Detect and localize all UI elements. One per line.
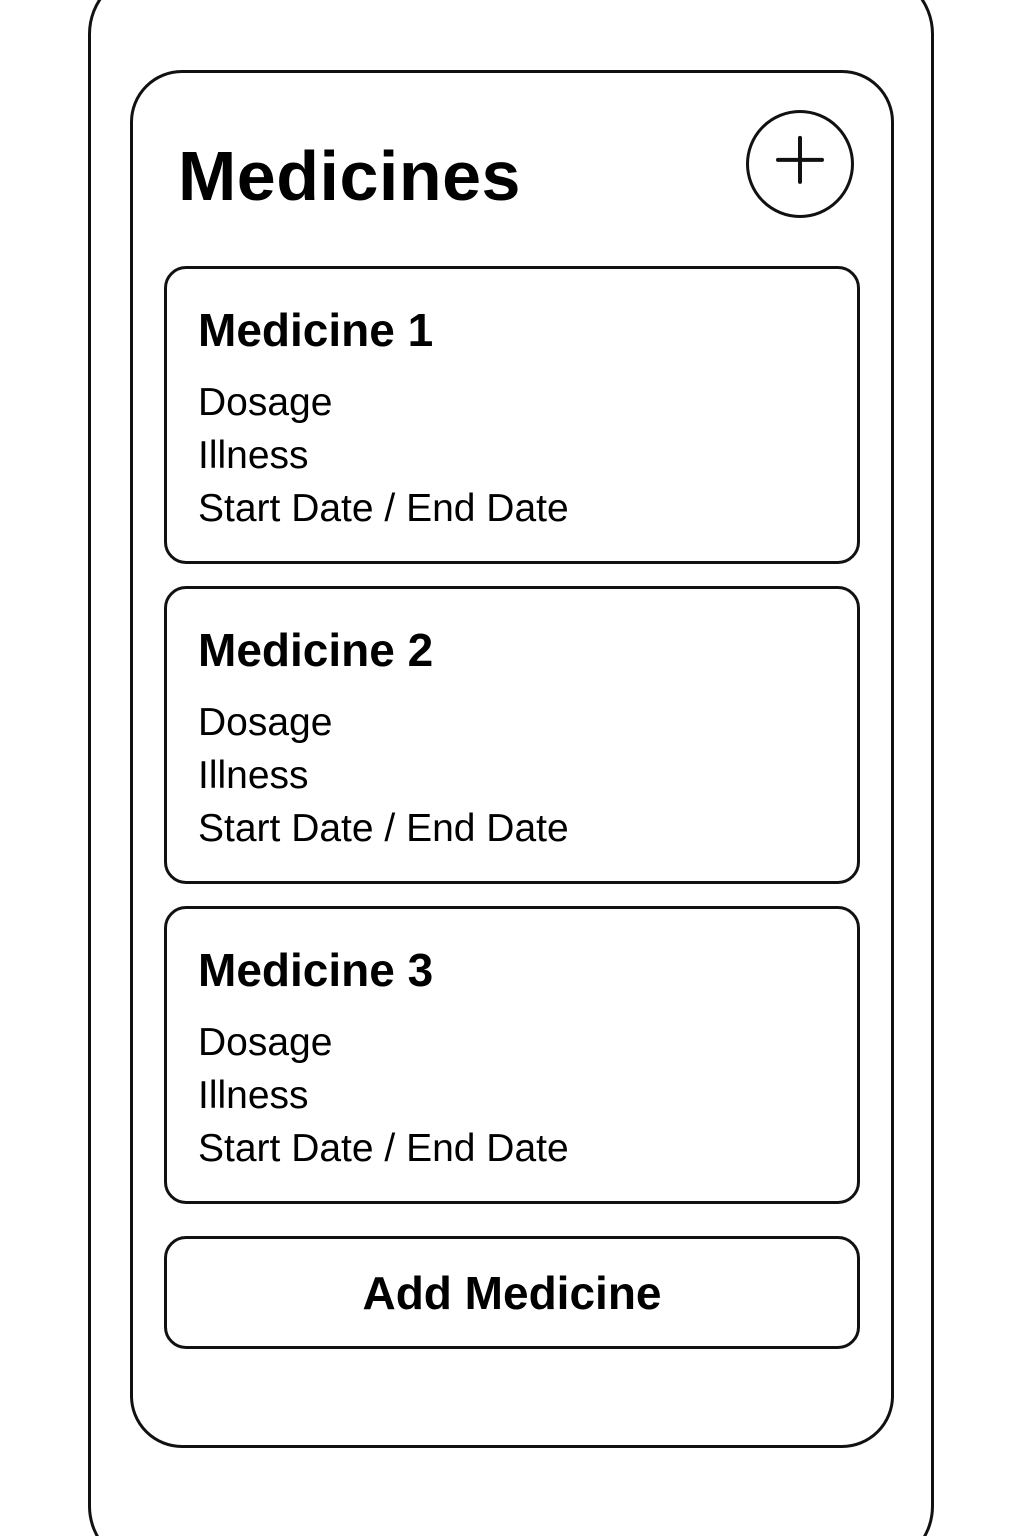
add-medicine-button[interactable]: Add Medicine	[164, 1236, 860, 1349]
plus-icon	[774, 134, 826, 186]
medicine-name: Medicine 1	[198, 304, 434, 356]
medicine-illness: Illness	[198, 754, 309, 797]
medicine-dates: Start Date / End Date	[198, 1127, 569, 1170]
medicine-card[interactable]	[164, 586, 860, 884]
medicine-dosage: Dosage	[198, 1021, 333, 1064]
add-medicine-icon-button[interactable]	[746, 110, 854, 218]
medicine-dates: Start Date / End Date	[198, 487, 569, 530]
medicine-dosage: Dosage	[198, 701, 333, 744]
medicine-name: Medicine 2	[198, 624, 434, 676]
medicine-illness: Illness	[198, 434, 309, 477]
medicine-dosage: Dosage	[198, 381, 333, 424]
medicine-card[interactable]	[164, 906, 860, 1204]
medicine-dates: Start Date / End Date	[198, 807, 569, 850]
page-title: Medicines	[178, 137, 521, 215]
medicine-illness: Illness	[198, 1074, 309, 1117]
medicine-name: Medicine 3	[198, 944, 434, 996]
medicine-card[interactable]	[164, 266, 860, 564]
